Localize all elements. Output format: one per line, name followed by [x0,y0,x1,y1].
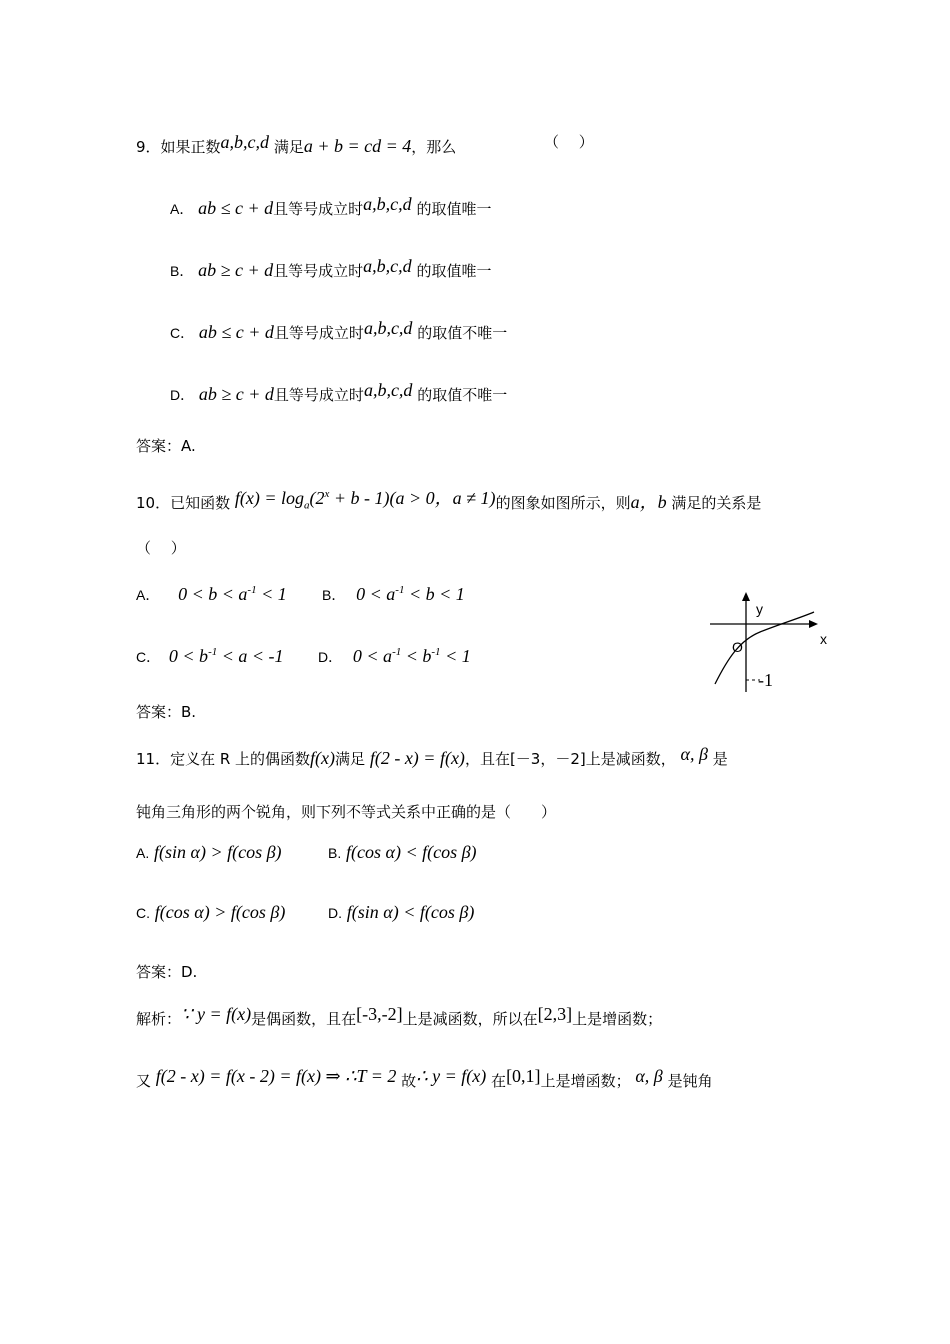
q10-option-a: A． $0 < b < a^{-1} < 1$ [136,584,287,604]
q10-stem: 10．已知函数 $f(x) = \log_a(2^x + b - 1)(a > 0$，a ≠ 1)的图象如图所示，则a，b 满足的关系是 [136,488,762,512]
q9-answer: 答案：A. [136,437,196,455]
y-axis-arrow [742,592,750,601]
q10-answer-paren: （ ） [136,539,186,557]
q10-answer: 答案：B. [136,703,197,721]
q9-vars: a,b,c,d [220,132,270,152]
q11-option-d: D. f(sin α) < f(cos β) [328,902,475,922]
q9-option-a: A． ab ≤ c + d且等号成立时a,b,c,d 的取值唯一 [170,194,492,218]
q10-option-c: C． $0 < b^{-1} < a < -1$ [136,646,284,666]
q10-option-d: D． $0 < a^{-1} < b^{-1} < 1$ [318,646,471,666]
origin-label: O [732,639,743,655]
q9-condition: a + b = cd = 4 [303,136,412,156]
q9-option-d: D． ab ≥ c + d且等号成立时a,b,c,d 的取值不唯一 [170,380,508,404]
q10-function: $f(x) = \log_a(2^x + b - 1)(a > 0$，a ≠ 1) [234,488,496,512]
q9-stem: 9．如果正数a,b,c,d 满足a + b = cd = 4，那么 [136,132,457,156]
q10-option-b: B． $0 < a^{-1} < b < 1$ [322,584,465,604]
q11-analysis-line2: 又 f(2 - x) = f(x - 2) = f(x) ⇒ ∴T = 2 故∴ y = f(x) 在[0,1]上是增函数； α, β 是钝角 [136,1066,713,1090]
q11-option-b: B. f(cos α) < f(cos β) [328,842,477,862]
x-axis-label: x [820,631,827,647]
q11-option-c: C. f(cos α) > f(cos β) [136,902,286,922]
q11-option-a: A. f(sin α) > f(cos β) [136,842,282,862]
q10-graph [700,588,840,698]
q9-answer-paren: （ ） [544,133,594,151]
x-axis-arrow [809,620,818,628]
q11-stem-line2: 钝角三角形的两个锐角，则下列不等式关系中正确的是（ ） [136,803,557,821]
q11-stem: 11．定义在 R 上的偶函数f(x)满足 f(2 - x) = f(x)，且在[－3，－2]上是减函数， α, β 是 [136,744,728,768]
q9-option-b: B． ab ≥ c + d且等号成立时a,b,c,d 的取值唯一 [170,256,492,280]
q11-analysis-line1: 解析：∵ y = f(x)是偶函数，且在[-3,-2]上是减函数，所以在[2,3]上是增函数； [136,1004,663,1028]
q9-option-c: C． ab ≤ c + d且等号成立时a,b,c,d 的取值不唯一 [170,318,508,342]
q11-answer: 答案：D. [136,963,198,981]
y-axis-label: y [756,601,763,617]
minus-one-label: -1 [758,670,773,690]
